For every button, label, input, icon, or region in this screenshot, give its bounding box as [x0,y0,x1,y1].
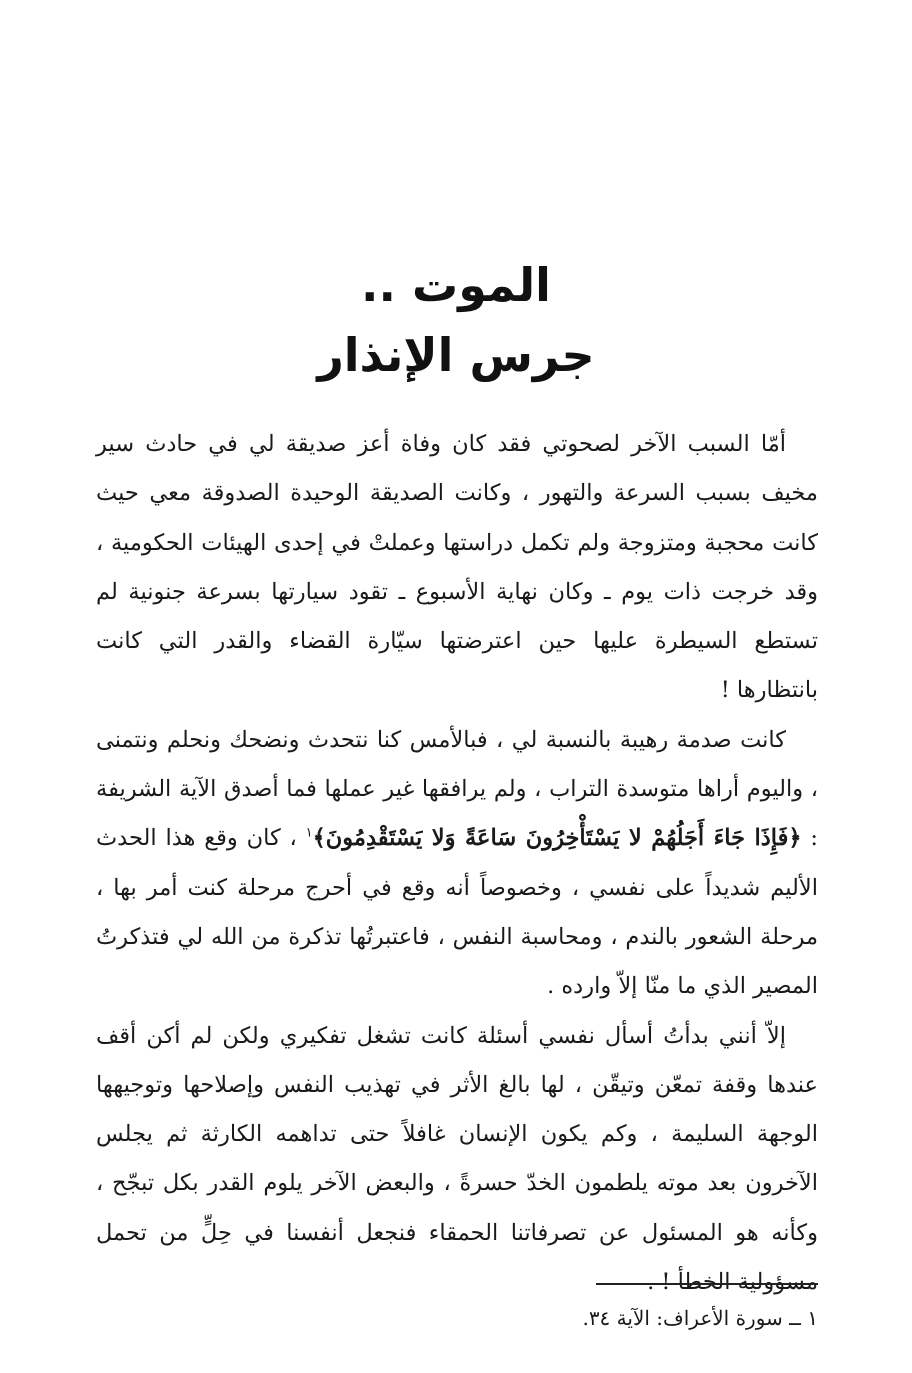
footnote-divider [596,1283,818,1285]
paragraph-2-end: ، كان وقع هذا الحدث الأليم شديداً على نفسي ، وخصوصاً أنه وقع في أحرج مرحلة كنت أمر بها ، مرحلة الشعور بالندم ، ومحاسبة النفس ، فاعتبرتُها تذكرة من الله لي فتذكرتُ المصير الذي ما منّا إلاّ وارده . [96,825,818,1000]
chapter-title-line-1: الموت .. [361,258,551,312]
footnote-marker: ١ [305,825,313,841]
chapter-title-line-2: جرس الإنذار [317,328,595,382]
paragraph-2-start: كانت صدمة رهيبة بالنسبة لي ، فبالأمس كنا نتحدث ونضحك ونحلم ونتمنى ، واليوم أراها متوسدة التراب ، ولم يرافقها غير عملها فما أصدق الآية الشريفة : [96,726,818,852]
paragraph-1: أمّا السبب الآخر لصحوتي فقد كان وفاة أعز صديقة لي في حادث سير مخيف بسبب السرعة والتهور ، وكانت الصديقة الوحيدة الصدوقة معي حيث كانت محجبة ومتزوجة ولم تكمل دراستها وعملتْ في إحدى الهيئات الحكومية ، وقد خرجت ذات يوم ـ وكان نهاية الأسبوع ـ تقود سيارتها بسرعة جنونية لم تستطع السيطرة عليها حين اعترضتها سيّارة القضاء والقدر التي كانت بانتظارها ! [96,431,818,704]
chapter-title [0,250,912,390]
paragraph-2 [96,716,818,1012]
footnote: ١ ــ سورة الأعراف: الآية ٣٤. [582,1306,818,1330]
paragraph-3: إلاّ أنني بدأتُ أسأل نفسي أسئلة كانت تشغل تفكيري ولكن لم أكن أقف عندها وقفة تمعّن وتيقّن ، لها بالغ الأثر في تهذيب النفس وإصلاحها وتوجيهها الوجهة السليمة ، وكم يكون الإنسان غافلاً حتى تداهمه الكارثة ثم يجلس الآخرون بعد موته يلطمون الخدّ حسرةً ، والبعض الآخر يلوم القدر بكل تبجّح ، وكأنه هو المسئول عن تصرفاتنا الحمقاء فنجعل أنفسنا في حِلٍّ من تحمل مسؤولية الخطأ ! . [96,1022,819,1296]
body-text [96,420,818,1307]
quran-verse: ﴿فَإِذَا جَاءَ أَجَلُهُمْ لا يَسْتَأْخِرُونَ سَاعَةً وَلا يَسْتَقْدِمُونَ﴾ [312,825,802,852]
